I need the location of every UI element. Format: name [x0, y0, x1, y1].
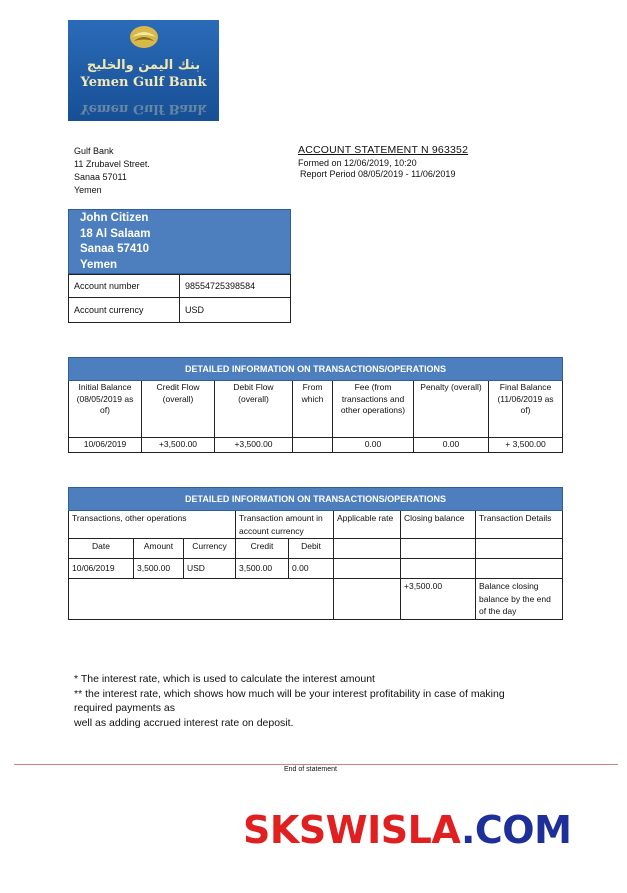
- empty-cell: [69, 579, 334, 620]
- customer-address-block: [68, 209, 291, 274]
- address-line: Yemen: [74, 185, 102, 195]
- cell-closing-balance: +3,500.00: [401, 579, 476, 620]
- subheader-currency: Currency: [184, 539, 236, 559]
- header-closing-balance: Closing balance: [401, 511, 476, 539]
- bank-emblem-icon: [129, 25, 159, 49]
- account-currency-label: Account currency: [69, 298, 180, 323]
- cell-final-balance: + 3,500.00: [489, 438, 563, 453]
- subheader-date: Date: [69, 539, 134, 559]
- account-currency-value: USD: [180, 298, 291, 323]
- statement-formed-date: Formed on 12/06/2019, 10:20: [298, 157, 417, 168]
- cell-amount: 3,500.00: [134, 559, 184, 579]
- subheader-amount: Amount: [134, 539, 184, 559]
- empty-cell: [334, 539, 401, 559]
- footer-divider: [14, 764, 618, 765]
- watermark-red-text: SKSWISLA: [243, 808, 461, 852]
- customer-street: 18 Al Salaam: [80, 227, 151, 240]
- header-debit-flow: Debit Flow (overall): [215, 381, 293, 438]
- empty-cell: [334, 579, 401, 620]
- header-credit-flow: Credit Flow (overall): [142, 381, 215, 438]
- footnote-1: * The interest rate, which is used to calculate the interest amount: [74, 673, 375, 685]
- transactions-table-title: DETAILED INFORMATION ON TRANSACTIONS/OPERATIONS: [69, 488, 563, 511]
- account-number-label: Account number: [69, 275, 180, 298]
- account-info-table: [68, 274, 291, 323]
- watermark-blue-text: .COM: [460, 808, 572, 852]
- customer-city: Sanaa 57410: [80, 243, 150, 255]
- cell-fee: 0.00: [333, 438, 414, 453]
- bank-logo: [68, 20, 219, 121]
- cell-credit-flow: +3,500.00: [142, 438, 215, 453]
- summary-table: [68, 357, 563, 453]
- footnotes: [74, 672, 544, 730]
- empty-cell: [476, 559, 563, 579]
- logo-reflection: Yemen Gulf Bank: [80, 101, 207, 116]
- logo-english-text: Yemen Gulf Bank: [80, 75, 207, 90]
- header-from-which: From which: [293, 381, 333, 438]
- header-transaction-details: Transaction Details: [476, 511, 563, 539]
- account-number-value: 98554725398584: [180, 275, 291, 298]
- transactions-table: [68, 487, 563, 620]
- summary-table-title: DETAILED INFORMATION ON TRANSACTIONS/OPERATIONS: [69, 358, 563, 381]
- cell-credit: 3,500.00: [236, 559, 289, 579]
- cell-currency: USD: [184, 559, 236, 579]
- header-initial-balance: Initial Balance (08/05/2019 as of): [69, 381, 142, 438]
- cell-closing-note: Balance closing balance by the end of the day: [476, 579, 563, 620]
- statement-title: ACCOUNT STATEMENT N 963352: [298, 144, 469, 156]
- header-penalty: Penalty (overall): [414, 381, 489, 438]
- subheader-debit: Debit: [289, 539, 334, 559]
- cell-penalty: 0.00: [414, 438, 489, 453]
- header-applicable-rate: Applicable rate: [334, 511, 401, 539]
- bank-address: [74, 145, 150, 197]
- address-line: Sanaa 57011: [74, 172, 127, 182]
- address-line: 11 Zrubavel Street.: [74, 159, 150, 169]
- cell-date: 10/06/2019: [69, 559, 134, 579]
- empty-cell: [476, 539, 563, 559]
- header-final-balance: Final Balance (11/06/2019 as of): [489, 381, 563, 438]
- header-fee: Fee (from transactions and other operations): [333, 381, 414, 438]
- statement-header: [298, 145, 468, 181]
- customer-country: Yemen: [80, 258, 118, 271]
- header-transactions: Transactions, other operations: [69, 511, 236, 539]
- cell-debit-flow: +3,500.00: [215, 438, 293, 453]
- logo-arabic-text: بنك اليمن والخليج: [86, 58, 201, 73]
- end-of-statement: End of statement: [284, 766, 337, 773]
- statement-period: Report Period 08/05/2019 - 11/06/2019: [300, 169, 456, 179]
- header-transaction-amount: Transaction amount in account currency: [236, 511, 334, 539]
- empty-cell: [401, 559, 476, 579]
- cell-initial-balance: 10/06/2019: [69, 438, 142, 453]
- empty-cell: [401, 539, 476, 559]
- footnote-3: well as adding accrued interest rate on deposit.: [74, 716, 294, 729]
- address-line: Gulf Bank: [74, 146, 114, 156]
- customer-box: [68, 209, 291, 323]
- empty-cell: [334, 559, 401, 579]
- footnote-2: ** the interest rate, which shows how much will be your interest profitability in case of making required payments as: [74, 687, 505, 714]
- customer-name: John Citizen: [80, 212, 149, 224]
- watermark: [243, 808, 571, 852]
- cell-debit: 0.00: [289, 559, 334, 579]
- cell-from-which: [293, 438, 333, 453]
- subheader-credit: Credit: [236, 539, 289, 559]
